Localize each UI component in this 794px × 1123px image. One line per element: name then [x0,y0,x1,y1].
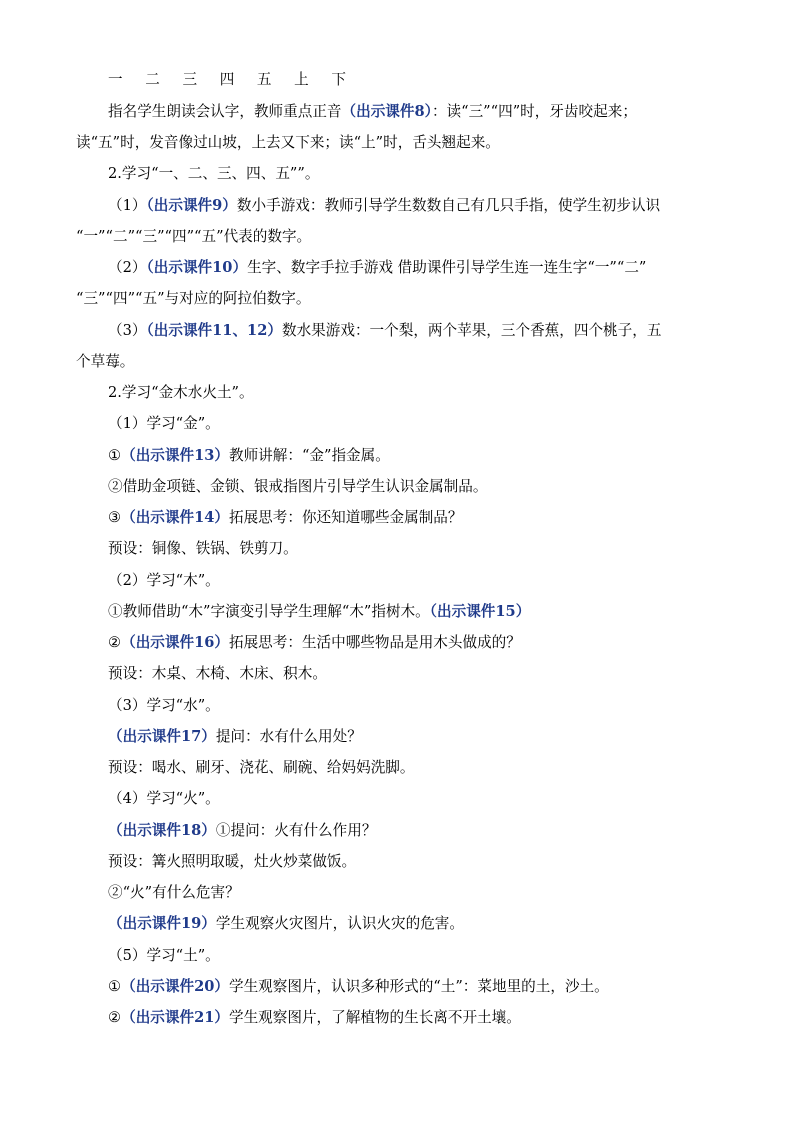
text-segment: （2）学习“木”。 [108,572,220,589]
text-segment: （1） [108,197,147,214]
text-line [0,446,794,466]
courseware-reference: （出示课件19） [108,915,216,932]
text-line [0,102,794,122]
text-segment: （2） [108,259,147,276]
text-line [0,352,794,372]
text-segment: 数水果游戏：一个梨，两个苹果，三个香蕉，四个桃子，五 [281,322,662,339]
text-segment: （3）学习“水”。 [108,697,220,714]
text-segment: 2.学习“一、二、三、四、五””。 [108,165,320,182]
text-line [0,227,794,247]
courseware-reference: （出示课件20） [121,978,229,995]
courseware-reference: （出示课件13） [121,447,229,464]
courseware-reference: （出示课件15） [429,603,531,620]
text-segment: 指名学生朗读会认字，教师重点正音 [108,103,342,120]
courseware-reference: （出示课件10） [146,259,248,276]
text-line [0,196,794,216]
text-segment: （1）学习“金”。 [108,415,220,432]
text-line [0,1008,794,1028]
text-segment: 读“五”时，发音像过山坡，上去又下来；读“上”时，舌头翘起来。 [76,134,500,151]
text-segment: 教师讲解：“金”指金属。 [228,447,390,464]
text-line [0,914,794,934]
text-segment: ②“火”有什么危害？ [108,884,240,901]
courseware-reference: （出示课件18） [108,822,216,839]
courseware-reference: （出示课件8） [341,103,432,120]
text-segment: 预设：木桌、木椅、木床、积木。 [108,665,327,682]
text-segment: ②借助金项链、金锁、银戒指图片引导学生认识金属制品。 [108,478,488,495]
text-line [0,664,794,684]
text-segment: 学生观察图片，了解植物的生长离不开土壤。 [228,1009,521,1026]
text-line [0,258,794,278]
text-segment: 拓展思考：生活中哪些物品是用木头做成的？ [228,634,521,651]
text-segment: ② [108,1009,122,1026]
text-line [0,508,794,528]
text-segment: ①教师借助“木”字演变引导学生理解“木”指树木。 [108,603,430,620]
text-line [0,477,794,497]
text-segment: ①提问：火有什么作用？ [215,822,377,839]
text-segment: 2.学习“金木水火土”。 [108,384,254,401]
text-segment: ② [108,634,122,651]
text-line [0,883,794,903]
text-line [0,758,794,778]
text-segment: “一”“二”“三”“四”“五”代表的数字。 [76,228,312,245]
text-segment: 提问：水有什么用处？ [215,728,362,745]
text-segment: 预设：喝水、刷牙、浇花、刷碗、给妈妈洗脚。 [108,759,415,776]
text-line [0,852,794,872]
text-segment: 预设：篝火照明取暖，灶火炒菜做饭。 [108,853,357,870]
text-line [0,383,794,403]
courseware-reference: （出示课件9） [146,197,237,214]
text-segment: “三”“四”“五”与对应的阿拉伯数字。 [76,290,311,307]
text-line [0,414,794,434]
text-segment: （4）学习“火”。 [108,790,220,807]
text-line [0,727,794,747]
text-line [0,789,794,809]
text-segment: 个草莓。 [76,353,135,370]
text-line [0,164,794,184]
text-segment: ① [108,978,122,995]
text-segment: 一 二 三 四 五 上 下 [108,71,355,88]
text-line [0,133,794,153]
text-line [0,602,794,622]
text-line [0,977,794,997]
courseware-reference: （出示课件21） [121,1009,229,1026]
courseware-reference: （出示课件17） [108,728,216,745]
text-segment: 学生观察图片，认识多种形式的“土”：菜地里的土，沙土。 [228,978,609,995]
courseware-reference: （出示课件14） [121,509,229,526]
text-line [0,633,794,653]
text-segment: ③ [108,509,122,526]
courseware-reference: （出示课件16） [121,634,229,651]
text-line [0,539,794,559]
text-segment: ：读“三”“四”时，牙齿咬起来； [431,103,637,120]
text-line [0,289,794,309]
text-segment: 拓展思考：你还知道哪些金属制品？ [228,509,463,526]
text-line [0,821,794,841]
text-segment: 生字、数字手拉手游戏 借助课件引导学生连一连生字“一”“二” [247,259,647,276]
text-line [0,70,794,90]
text-line [0,321,794,341]
courseware-reference: （出示课件11、12） [146,322,282,339]
text-segment: （5）学习“土”。 [108,947,220,964]
text-segment: 学生观察火灾图片，认识火灾的危害。 [215,915,464,932]
text-segment: （3） [108,322,147,339]
text-line [0,696,794,716]
text-segment: ① [108,447,122,464]
text-line [0,571,794,591]
text-segment: 数小手游戏：教师引导学生数数自己有几只手指，使学生初步认识 [236,197,661,214]
text-segment: 预设：铜像、铁锅、铁剪刀。 [108,540,298,557]
text-line [0,946,794,966]
